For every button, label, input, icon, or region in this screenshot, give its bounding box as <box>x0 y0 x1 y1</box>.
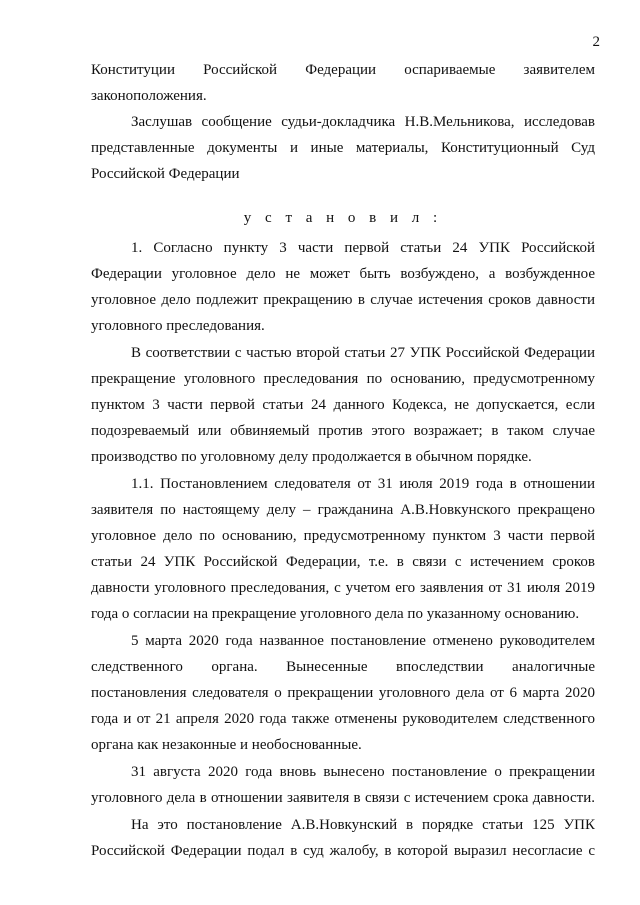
text-line: уголовного преследования. <box>91 318 265 334</box>
text-line: года о согласии на прекращение уголовного дела по указанному основанию. <box>91 606 580 622</box>
text-line: года и от 21 апреля 2020 года также отменены руководителем следственного <box>91 711 595 727</box>
text-line: статьи 24 УПК Российской Федерации, т.е. в связи с истечением сроков <box>91 554 595 570</box>
text-line: уголовного дела в отношении заявителя в связи с истечением срока давности. <box>91 790 595 806</box>
text-line: Российской Федерации подал в суд жалобу, в которой выразил несогласие с <box>91 843 595 859</box>
section-heading: у с т а н о в и л : <box>243 210 443 226</box>
text-line: подозреваемый или обвиняемый против этого возражает; в таком случае <box>91 423 595 439</box>
text-line: уголовное дело по основанию, предусмотренному пунктом 3 части первой <box>91 528 595 544</box>
text-line: 1.1. Постановлением следователя от 31 июля 2019 года в отношении <box>131 476 595 492</box>
text-line: Конституции Российской Федерации оспариваемые заявителем <box>91 62 595 78</box>
text-line: 31 августа 2020 года вновь вынесено постановление о прекращении <box>131 764 595 780</box>
page-number: 2 <box>592 34 600 50</box>
text-line: В соответствии с частью второй статьи 27 УПК Российской Федерации <box>131 345 595 361</box>
text-line: Федерации уголовное дело не может быть возбуждено, а возбужденное <box>91 266 595 282</box>
text-line: заявителя по настоящему делу – гражданина А.В.Новкунского прекращено <box>91 502 595 518</box>
text-line: постановления следователя о прекращении уголовного дела от 6 марта 2020 <box>91 685 595 701</box>
text-line: уголовное дело подлежит прекращению в случае истечения сроков давности <box>91 292 595 308</box>
text-line: 1. Согласно пункту 3 части первой статьи 24 УПК Российской <box>131 240 595 256</box>
text-line: прекращение уголовного преследования по основанию, предусмотренному <box>91 371 595 387</box>
text-line: На это постановление А.В.Новкунский в порядке статьи 125 УПК <box>131 817 595 833</box>
text-line: представленные документы и иные материалы, Конституционный Суд <box>91 140 595 156</box>
text-line: давности уголовного преследования, с учетом его заявления от 31 июля 2019 <box>91 580 595 596</box>
text-line: законоположения. <box>91 88 207 104</box>
text-line: Заслушав сообщение судьи-докладчика Н.В.Мельникова, исследовав <box>131 114 595 130</box>
text-line: производство по уголовному делу продолжается в обычном порядке. <box>91 449 532 465</box>
text-line: следственного органа. Вынесенные впоследствии аналогичные <box>91 659 595 675</box>
text-line: Российской Федерации <box>91 166 240 182</box>
text-line: 5 марта 2020 года названное постановление отменено руководителем <box>131 633 595 649</box>
text-line: органа как незаконные и необоснованные. <box>91 737 362 753</box>
text-line: пунктом 3 части первой статьи 24 данного Кодекса, не допускается, если <box>91 397 595 413</box>
